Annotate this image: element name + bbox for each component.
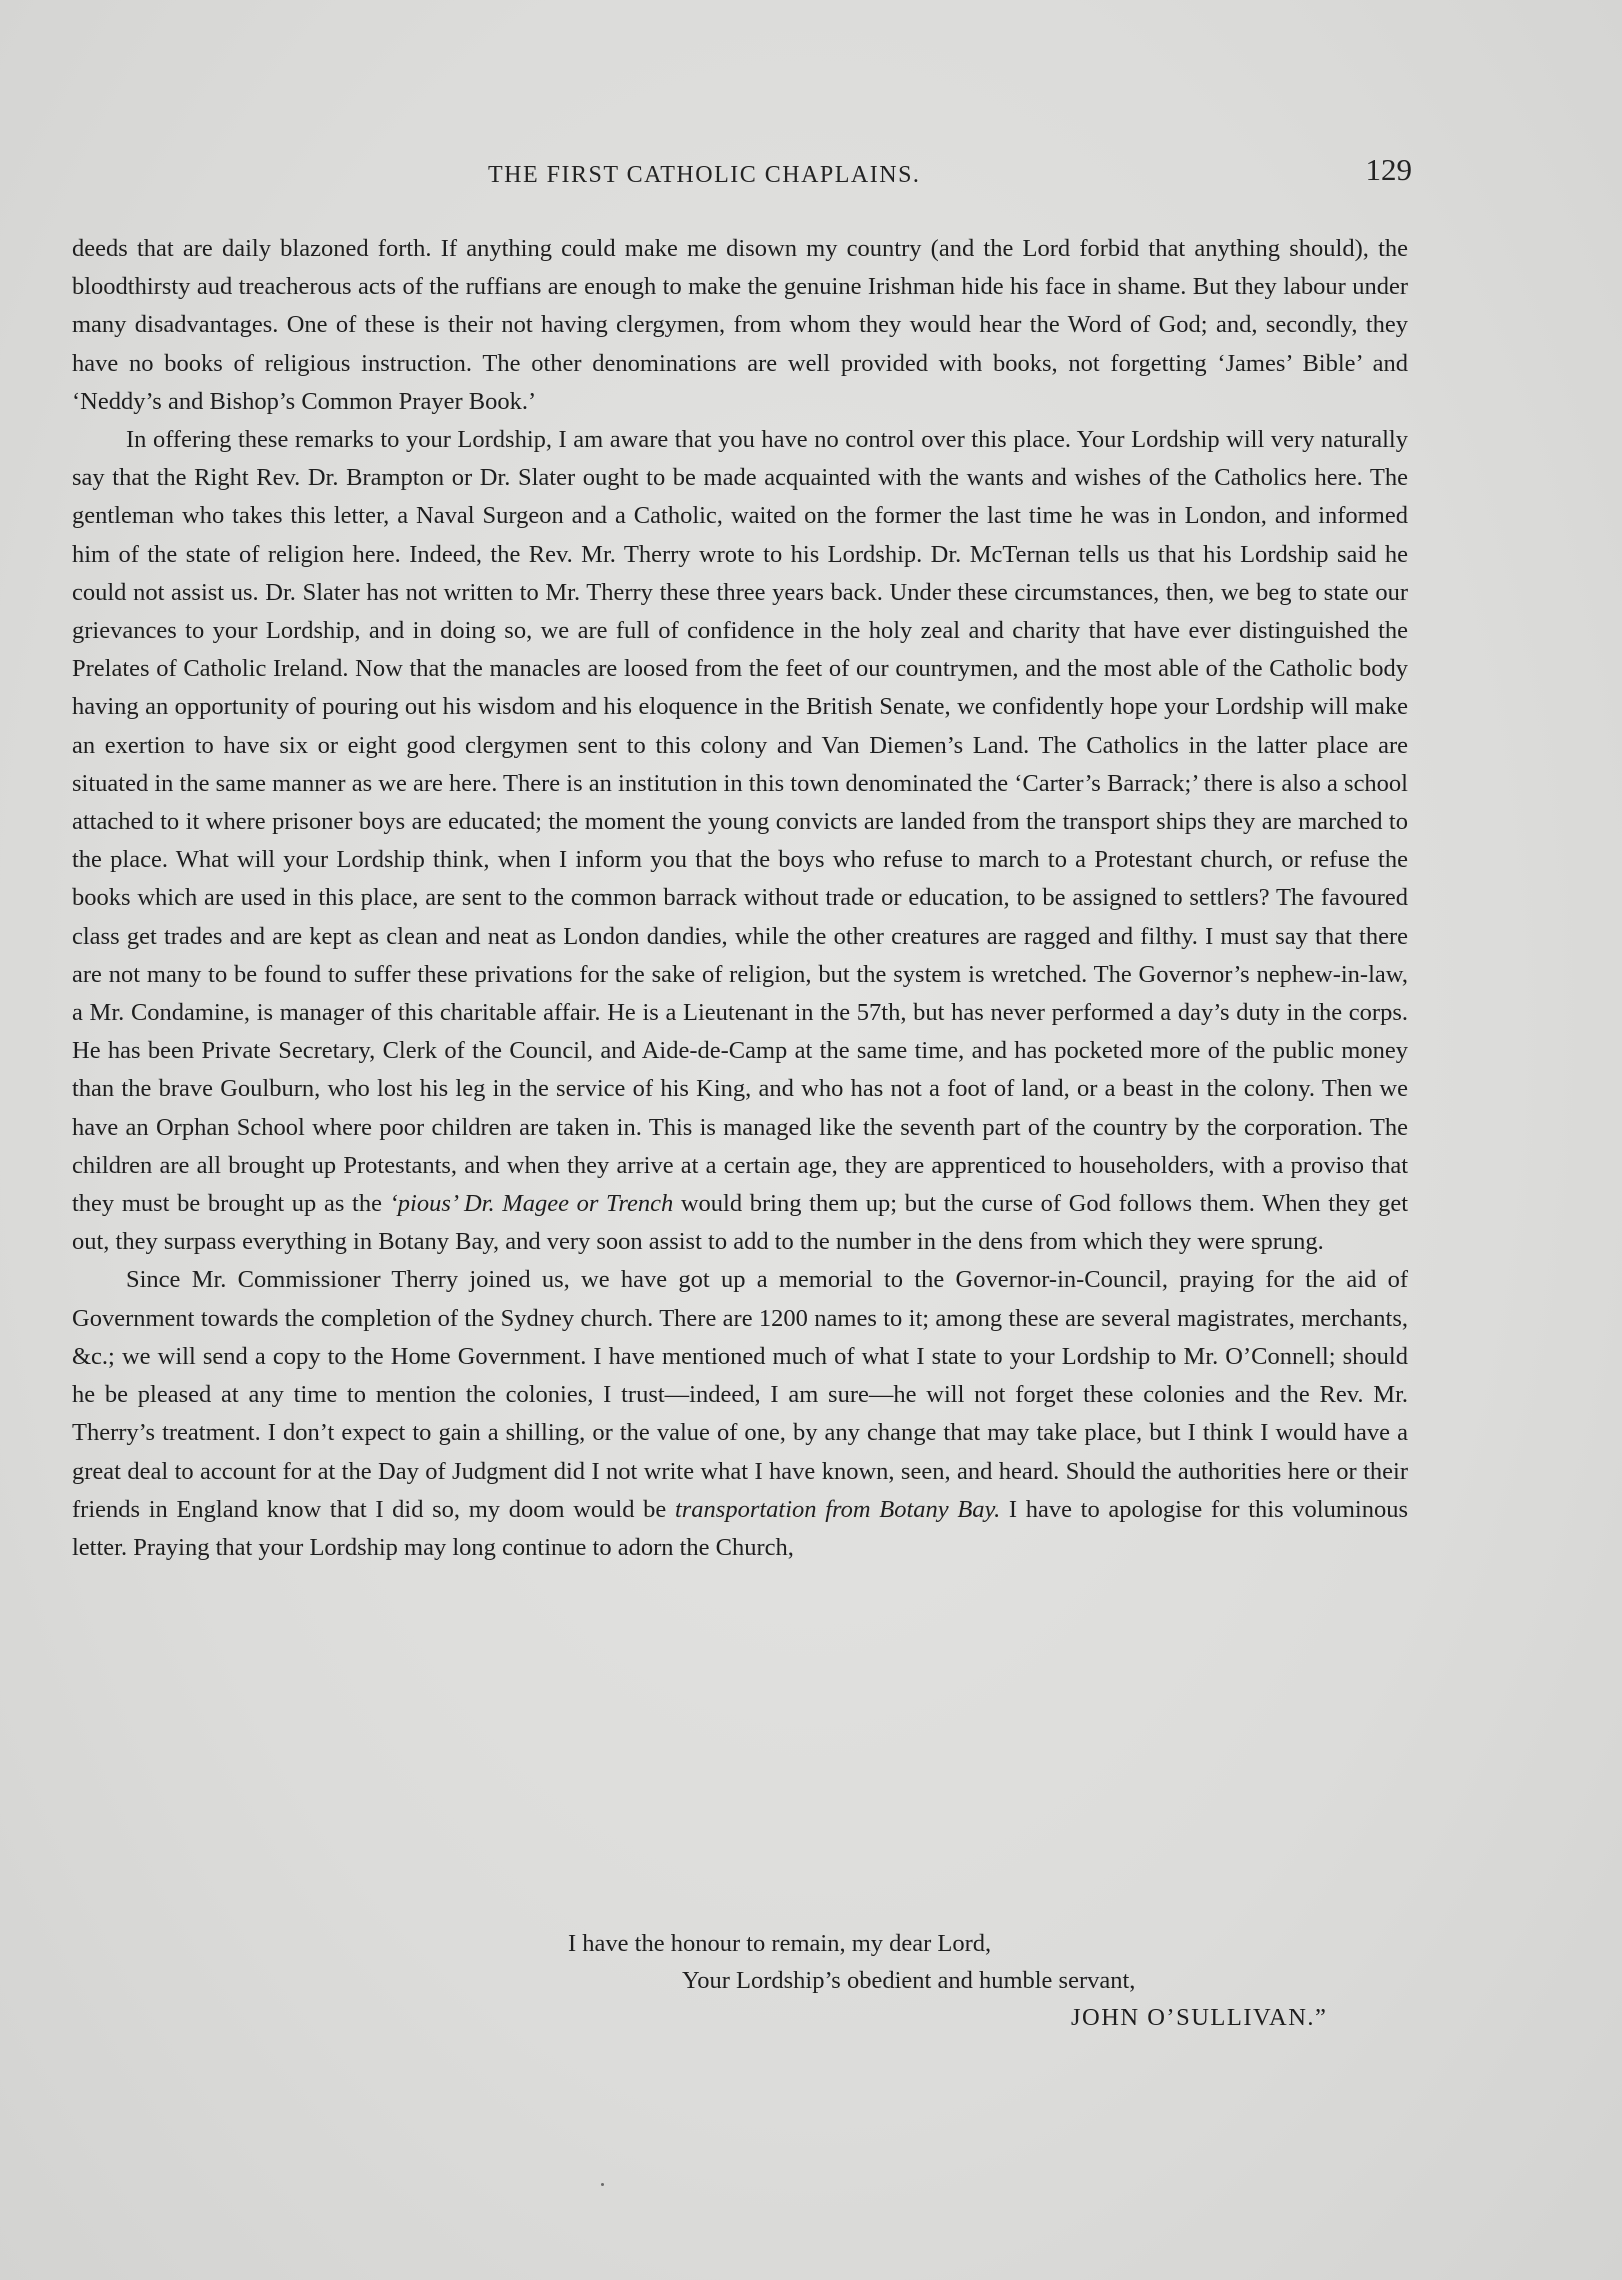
letter-body [72, 230, 1408, 1567]
letter-closing [72, 1925, 1408, 2036]
paper-speck [601, 2183, 604, 2186]
paragraph [72, 1261, 1408, 1567]
paragraph-text: would bring them up; but the curse of God follows them. When they get out, they surpass everything in Botany Bay, and very soon assist to add to the number in the dens from which they were sprung. [72, 1190, 1409, 1256]
paragraph-text: In offering these remarks to your Lordship, I am aware that you have no control over this place. Your Lordship will very naturally say that the Right Rev. Dr. Brampton or Dr. Slater ought to be made acquainted with the wants and wishes of the Catholics here. The gentleman who takes this letter, a Naval Surgeon and a Catholic, waited on the former the last time he was in London, and informed him of the state of religion here. Indeed, the Rev. Mr. Therry wrote to his Lordship. Dr. McTernan tells us that his Lordship said he could not assist us. Dr. Slater has not written to Mr. Therry these three years back. Under these circumstances, then, we beg to state our grievances to your Lordship, and in doing so, we are full of confidence in the holy zeal and charity that have ever distinguished the Prelates of Catholic Ireland. Now that the manacles are loosed from the feet of our countrymen, and the most able of the Catholic body having an opportunity of pouring out his wisdom and his eloquence in the British Senate, we confidently hope your Lordship will make an exertion to have six or eight good clergymen sent to this colony and Van Diemen’s Land. The Catholics in the latter place are situated in the same manner as we are here. There is an institution in this town denominated the ‘Carter’s Barrack;’ there is also a school attached to it where prisoner boys are educated; the moment the young convicts are landed from the transport ships they are marched to the place. What will your Lordship think, when I inform you that the boys who refuse to march to a Protestant church, or refuse the books which are used in this place, are sent to the common barrack without trade or education, to be assigned to settlers? The favoured class get trades and are kept as clean and neat as London dandies, while the other creatures are ragged and filthy. I must say that there are not many to be found to suffer these privations for the sake of religion, but the system is wretched. The Governor’s nephew-in-law, a Mr. Condamine, is manager of this charitable affair. He is a Lieutenant in the 57th, but has never performed a day’s duty in the corps. He has been Private Secretary, Clerk of the Council, and Aide-de-Camp at the same time, and has pocketed more of the public money than the brave Goulburn, who lost his leg in the service of his King, and who has not a foot of land, or a beast in the colony. Then we have an Orphan School where poor children are taken in. This is managed like the seventh part of the country by the corporation. The children are all brought up Protestants, and when they arrive at a certain age, they are apprenticed to householders, with a proviso that they must be brought up as the [72, 426, 1408, 1218]
italic-phrase: ‘pious’ Dr. Magee or Trench [389, 1190, 674, 1218]
running-head [72, 152, 1412, 192]
italic-phrase: transportation from Botany Bay. [674, 1495, 1001, 1523]
paragraph-text: deeds that are daily blazoned forth. If anything could make me disown my country (and the Lord forbid that anything should), the bloodthirsty aud treacherous acts of the ruffians are enough to make the genuine Irishman hide his face in shame. But they labour under many disadvantages. One of these is their not having clergymen, from whom they would hear the Word of God; and, secondly, they have no books of religious instruction. The other denominations are well provided with books, not forgetting ‘James’ Bible’ and ‘Neddy’s and Bishop’s Common Prayer Book.’ [72, 235, 1408, 415]
closing-line: Your Lordship’s obedient and humble servant, [682, 1967, 1136, 1994]
signature: JOHN O’SULLIVAN.” [1071, 2004, 1328, 2031]
page-number: 129 [1365, 152, 1412, 187]
paragraph-text: I have to apologise for this voluminous letter. Praying that your Lordship may long continue to adorn the Church, [72, 1495, 1409, 1561]
closing-line: I have the honour to remain, my dear Lord, [568, 1930, 992, 1957]
paragraph-continued [72, 230, 1408, 421]
running-title: THE FIRST CATHOLIC CHAPLAINS. [488, 162, 921, 188]
paragraph [72, 421, 1408, 1261]
paragraph-text: Since Mr. Commissioner Therry joined us, we have got up a memorial to the Governor-in-Council, praying for the aid of Government towards the completion of the Sydney church. There are 1200 names to it; among these are several magistrates, merchants, &c.; we will send a copy to the Home Government. I have mentioned much of what I state to your Lordship to Mr. O’Connell; should he be pleased at any time to mention the colonies, I trust—indeed, I am sure—he will not forget these colonies and the Rev. Mr. Therry’s treatment. I don’t expect to gain a shilling, or the value of one, by any change that may take place, but I think I would have a great deal to account for at the Day of Judgment did I not write what I have known, seen, and heard. Should the authorities here or their friends in England know that I did so, my doom would be [72, 1266, 1408, 1523]
